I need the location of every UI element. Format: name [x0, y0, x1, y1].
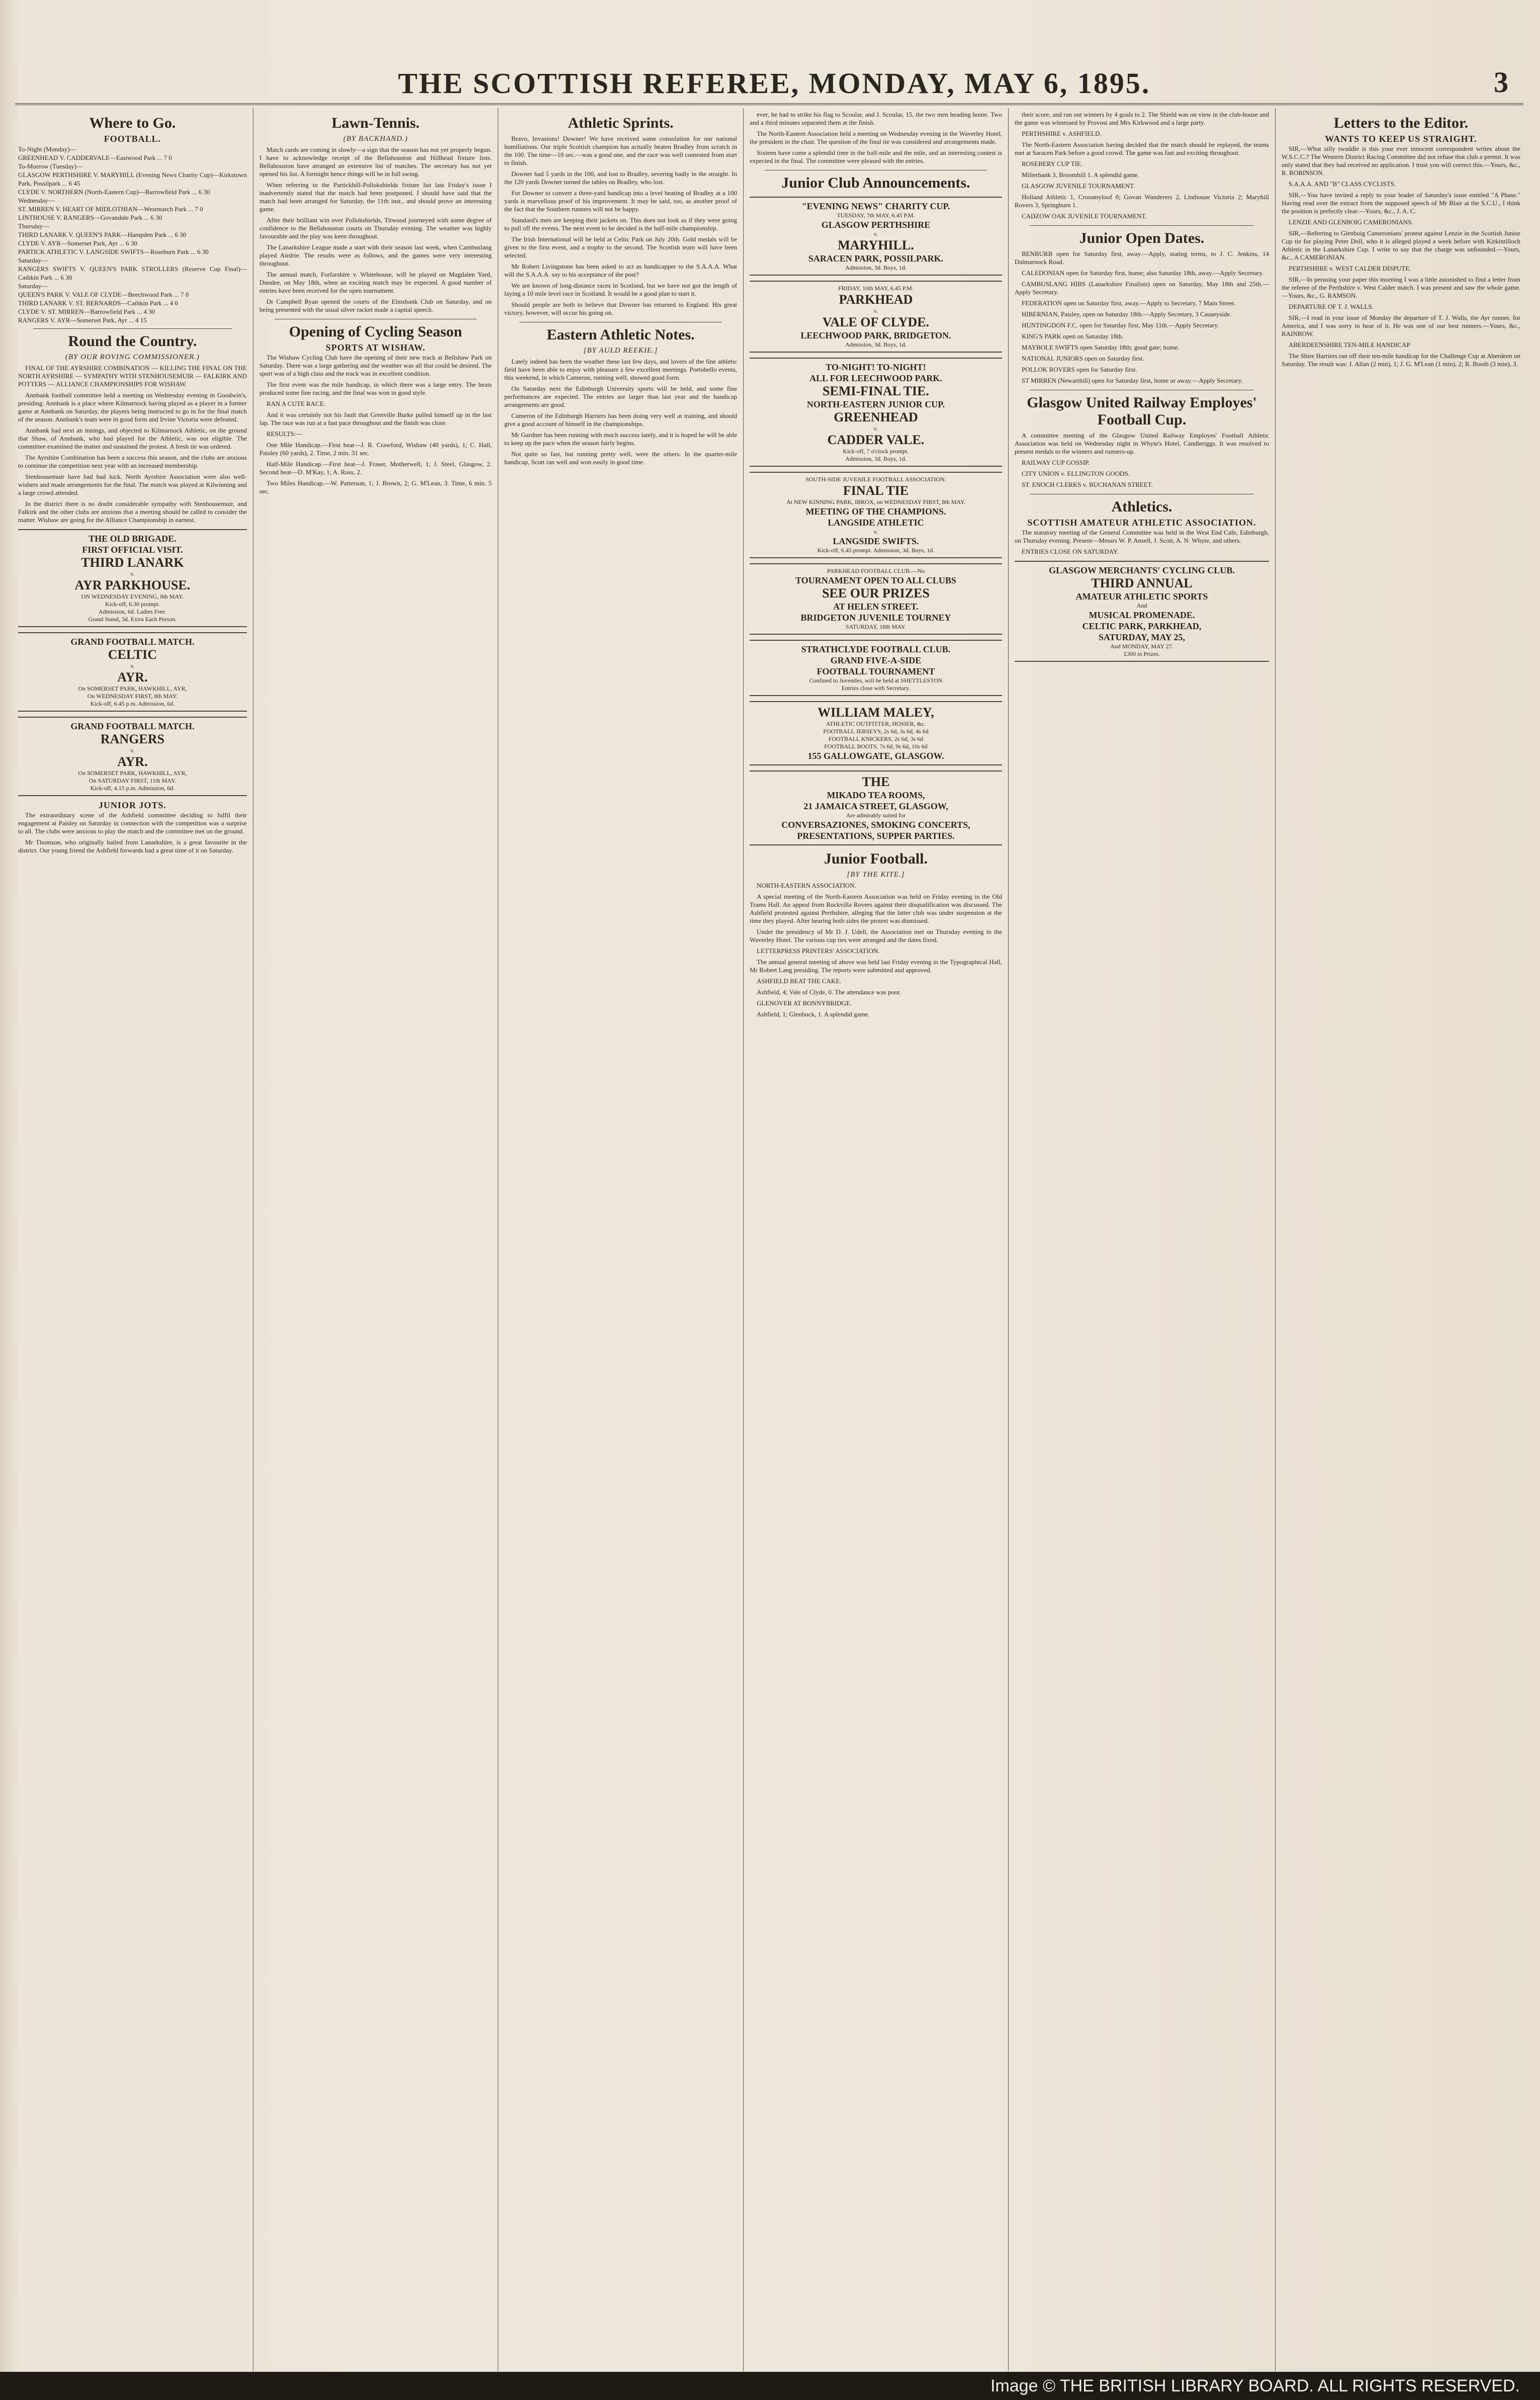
advert-leechwood	[750, 358, 1002, 467]
fixture-line: LINTHOUSE V. RANGERS—Govandale Park ... 6 30	[18, 214, 162, 221]
paragraph: RAILWAY CUP GOSSIP.	[1022, 459, 1090, 466]
football-section-title: FOOTBALL.	[104, 134, 161, 144]
advert-line: BRIDGETON JUVENILE TOURNEY	[800, 613, 951, 623]
advert-line: v.	[873, 307, 878, 314]
advert-line: Kick-off, 7 o'clock prompt.	[843, 448, 909, 455]
paragraph: HUNTINGDON F.C. open for Saturday first, May 11th.—Apply Secretary.	[1022, 321, 1219, 329]
advert-line: On SOMERSET PARK, HAWKHILL, AYR,	[78, 685, 187, 692]
advert-line: TUESDAY, 7th MAY, 6.45 P.M.	[837, 212, 915, 219]
paragraph: NATIONAL JUNIORS open on Saturday first.	[1022, 355, 1144, 362]
paragraph: Two Miles Handicap.—W. Patterson, 1; J. Brown, 2; G. M'Lean, 3. Time, 6 min. 5 sec.	[259, 479, 492, 495]
advert-line: MARYHILL.	[838, 238, 914, 252]
article-body	[750, 111, 1002, 165]
advert-line: RANGERS	[100, 732, 165, 746]
article-body	[1015, 529, 1269, 556]
athletics-heading: Athletics.	[1111, 498, 1172, 515]
byline: (BY OUR ROVING COMMISSIONER.)	[65, 353, 200, 361]
paragraph: Cameron of the Edinburgh Harriers has been doing very well at training, and should give a good account of himself in the championships.	[504, 412, 737, 427]
paragraph: PERTHSHIRE v. WEST CALDER DISPUTE.	[1289, 265, 1411, 272]
junior-jots-heading: JUNIOR JOTS.	[98, 800, 167, 810]
advert-line: v.	[130, 570, 135, 577]
paragraph: CALEDONIAN open for Saturday first, home; also Saturday 18th, away.—Apply Secretary.	[1022, 269, 1264, 277]
advert-line: SARACEN PARK, POSSILPARK.	[808, 253, 944, 264]
masthead-title: THE SCOTTISH REFEREE, MONDAY, MAY 6, 1895.	[398, 66, 1151, 100]
lawn-tennis-heading: Lawn-Tennis.	[331, 115, 420, 131]
paragraph: SIR,—I read in your issue of Monday the departure of T. J. Walls, the Ayr runner, for America, and I was sorry to hear of it. He was one of our best runners.—Yours, &c., RAINBOW.	[1282, 314, 1520, 337]
fixture-line: THIRD LANARK V. ST. BERNARDS—Cathkin Park ... 4 0	[18, 299, 178, 307]
paragraph: Dr Campbell Ryan opened the courts of the Elmsbank Club on Saturday, and on being presented with the usual silver racket made a capital speech.	[259, 298, 492, 313]
advert-line: £300 in Prizes.	[1124, 650, 1160, 657]
divider	[33, 328, 232, 329]
fixture-line: To-Night (Monday)—	[18, 145, 76, 153]
advert-line: Are admirably suited for	[846, 812, 906, 819]
advert-william-maley	[750, 701, 1002, 765]
paragraph: LENZIE AND GLENBOIG CAMERONIANS.	[1289, 218, 1413, 226]
paragraph: Match cards are coming in slowly—a sign that the season has not yet properly begun. I have to acknowledge receipt of the Bellahouston and Hillhead fixture lists. Bellahouston have arranged an extensive list of matches. The secretary has not yet opened his list. A fortnight hence things will be in full swing.	[259, 146, 492, 178]
advert-line: PARKHEAD FOOTBALL CLUB.—No	[827, 567, 925, 574]
advert-line: FRIDAY, 10th MAY, 6.45 P.M.	[838, 285, 914, 292]
divider	[1030, 225, 1254, 226]
column-rule	[1008, 108, 1009, 2371]
advert-line: ON WEDNESDAY EVENING, 8th MAY.	[81, 593, 184, 600]
paragraph: Should people are both to believe that Downer has returned to England. His great victory, however, will occur his going on.	[504, 301, 737, 316]
paragraph: Under the presidency of Mr D. J. Udell, the Association met on Thursday evening in the Waverley Hotel. The various cup ties were arranged and the dates fixed.	[750, 928, 1002, 944]
advert-line: SATURDAY, 18th MAY.	[845, 623, 907, 630]
article-body	[504, 135, 737, 317]
advert-line: 155 GALLOWGATE, GLASGOW.	[807, 751, 944, 761]
advert-line: SEMI-FINAL TIE.	[823, 384, 929, 398]
advert-line: v.	[873, 230, 878, 237]
advert-mikado	[750, 770, 1002, 845]
advert-line: LEECHWOOD PARK, BRIDGETON.	[800, 330, 951, 340]
cycling-season-heading: Opening of Cycling Season	[289, 323, 463, 340]
advert-line: GRAND FIVE-A-SIDE	[830, 655, 922, 665]
advert-line: And MONDAY, MAY 27.	[1110, 643, 1173, 650]
paragraph: When referring to the Partickhill-Pollokshields fixture list last Friday's issue I inadvertently stated that the match had been postponed. I should have said that the match had been arranged for Saturday, the 11th inst., and should prove an interesting game.	[259, 181, 492, 213]
subheading: SCOTTISH AMATEUR ATHLETIC ASSOCIATION.	[1027, 518, 1256, 528]
advert-line: v.	[873, 528, 878, 535]
advert-line: SEE OUR PRIZES	[822, 586, 930, 601]
paragraph: ASHFIELD BEAT THE CAKE.	[757, 977, 842, 985]
paragraph: MAYBOLE SWIFTS open Saturday 18th; good gate; home.	[1022, 344, 1180, 351]
column-3	[504, 111, 737, 2364]
article-body	[750, 882, 1002, 1018]
advert-line: Grand Stand, 3d. Extra Each Person.	[88, 616, 177, 623]
advert-line: LANGSIDE SWIFTS.	[833, 536, 919, 546]
advert-line: On SATURDAY FIRST, 11th MAY.	[88, 777, 176, 784]
fixture-line: Saturday—	[18, 256, 48, 264]
paragraph: The Shire Harriers ran off their ten-mile handicap for the Challenge Cup at Aberdeen on Saturday. The result was: J. Allan (2 min), 1; J. G. M'Lean (1 min), 2; R. Booth (3 min), 3.	[1282, 352, 1520, 368]
column-6	[1282, 111, 1520, 2364]
paragraph: SIR,—What silly twaddle is this your ever innocent correspondent writes about the W.S.C.C.? The Western District Racing Committee did not refuse that club a permit. It was only stated that they had received no application. I trust you will correct this.—Yours, &c., R. ROBINSON.	[1282, 145, 1520, 177]
paragraph: The North-Eastern Association held a meeting on Wednesday evening in the Waverley Hotel, the president in the chair. The question of the final tie was considered and arrangements made.	[750, 130, 1002, 145]
paragraph: ST. ENOCH CLERKS v. BUCHANAN STREET.	[1022, 481, 1153, 488]
byline: [BY THE KITE.]	[847, 871, 905, 879]
advert-line: On WEDNESDAY FIRST, 8th MAY.	[87, 693, 178, 700]
advert-line: ATHLETIC OUTFITTER, HOSIER, &c.	[826, 720, 926, 727]
paragraph: HIBERNIAN, Paisley, open on Saturday 18th.—Apply Secretary, 3 Causeyside.	[1022, 310, 1232, 318]
advert-line: THE OLD BRIGADE.	[88, 534, 176, 544]
paragraph: Ashfield, 1; Glenbuck, 1. A splendid game.	[757, 1010, 870, 1018]
advert-line: WILLIAM MALEY,	[818, 705, 934, 720]
junior-club-heading: Junior Club Announcements.	[781, 175, 970, 191]
paragraph: Mr Thomson, who originally hailed from Lanarkshire, is a great favourite in the district. Our young friend the Ashfield forwards had a great time of it on Saturday.	[18, 838, 247, 854]
advert-line: And	[1136, 602, 1147, 609]
advert-line: FOOTBALL KNICKERS, 2s 6d, 3s 6d	[828, 735, 924, 742]
fixture-line: CLYDE V. ST. MIRREN—Barrowfield Park ... 4 30	[18, 308, 155, 315]
advert-celtic-ayr	[18, 632, 247, 712]
advert-line: Admission, 3d. Boys, 1d.	[845, 264, 907, 271]
paragraph: A committee meeting of the Glasgow United Railway Employes' Football Athletic Association was held on Wednesday night in Whyte's Hotel, Candleriggs. It was resolved to present medals to the winners and runners-up.	[1015, 432, 1269, 455]
byline: (BY BACKHAND.)	[343, 135, 408, 143]
advert-line: Admission, 6d. Ladies Free.	[98, 608, 167, 615]
advert-line: PRESENTATIONS, SUPPER PARTIES.	[797, 831, 955, 841]
paragraph: KING'S PARK open on Saturday 18th.	[1022, 332, 1124, 340]
advert-line: THE	[862, 775, 890, 789]
paragraph: Standard's men are keeping their jackets on. This does not look as if they were going to pull off the events. The next event to be decided is the half-mile championship.	[504, 216, 737, 232]
column-2	[259, 111, 492, 2364]
masthead	[30, 65, 1518, 101]
paragraph: Millerbank 3, Broomhill 1. A splendid game.	[1022, 171, 1139, 179]
advert-line: Kick-off, 4.15 p.m. Admission, 6d.	[90, 785, 175, 792]
column-rule	[1275, 108, 1276, 2371]
advert-line: Entries close with Secretary.	[841, 684, 911, 692]
paragraph: their score, and ran out winners by 4 goals to 2. The Shield was on view in the club-house and the game was witnessed by Provost and Mrs Kirkwood and a large party.	[1015, 111, 1269, 126]
column-1	[18, 111, 247, 2364]
paragraph: FEDERATION open on Saturday first, away.—Apply to Secretary, 7 Main Street.	[1022, 299, 1236, 307]
paragraph: NORTH-EASTERN ASSOCIATION.	[757, 882, 856, 889]
advert-line: GLASGOW MERCHANTS' CYCLING CLUB.	[1049, 565, 1235, 575]
paragraph: POLLOK ROVERS open for Saturday first.	[1022, 366, 1137, 373]
paragraph: One Mile Handicap.—First heat—J. R. Crawford, Wishaw (40 yards), 1; C. Hall, Paisley (60 yards), 2. Time, 2 min. 31 sec.	[259, 441, 492, 457]
paragraph: GLENOVER AT BONNYBRIDGE.	[757, 999, 852, 1007]
article-body	[1015, 250, 1269, 385]
advert-line: GRAND FOOTBALL MATCH.	[70, 721, 195, 731]
advert-line: FOOTBALL TOURNAMENT	[817, 666, 935, 676]
paragraph: For Downer to convert a three-yard handicap into a level beating of Bradley at a 100 yards is marvellous proof of his improvement. It may be said, too, as another proof of the fact that the Southern runners will not be happy.	[504, 189, 737, 213]
fixture-line: THIRD LANARK V. QUEEN'S PARK—Hampden Park ... 6 30	[18, 231, 187, 238]
advert-line: CELTIC	[108, 647, 157, 662]
page-number: 3	[1494, 66, 1508, 99]
advert-line: PARKHEAD	[839, 292, 913, 307]
paragraph: Bravo, Invasions! Downer! We have received some consolation for our national humiliations. Our triple Scottish champion has actually beaten Bradley from scratch in the 100. The time—10 sec.—was a good one, and the race was well contested from start to finish.	[504, 135, 737, 166]
paragraph: CAMBUSLANG HIBS (Lanarkshire Finalists) open on Saturday, May 18th and 25th.—Apply Secretary.	[1015, 280, 1269, 296]
advert-line: CADDER VALE.	[827, 433, 925, 447]
paragraph: ENTRIES CLOSE ON SATURDAY.	[1022, 548, 1119, 555]
advert-line: ALL FOR LEECHWOOD PARK.	[809, 373, 942, 383]
where-to-go-heading: Where to Go.	[89, 115, 176, 131]
advert-line: TOURNAMENT OPEN TO ALL CLUBS	[795, 575, 956, 585]
subheading: WANTS TO KEEP US STRAIGHT.	[1325, 134, 1477, 144]
advert-line: FIRST OFFICIAL VISIT.	[82, 545, 183, 555]
advert-line: TO-NIGHT! TO-NIGHT!	[826, 362, 926, 372]
paragraph: Downer had 5 yards in the 100, and lost to Bradley, severing badly in the straight. In the 120 yards Downer turned the tables on Bradley, who lost.	[504, 170, 737, 186]
paragraph: SIR,—You have invited a reply to your leader of Saturday's issue entitled "A Phase." Having read over the extract from the supposed speech of Mr Blair at the S.C.U., I think the position is perfectly clear.—Yours, &c., J. A. C.	[1282, 191, 1520, 215]
subheading: SPORTS AT WISHAW.	[325, 342, 426, 353]
paragraph: ABERDEENSHIRE TEN-MILE HANDICAP	[1289, 341, 1410, 349]
paragraph: Holland Athletic 1, Crossmyloof 0; Govan Wanderers 2, Linthouse Victoria 2; Maryhill Rovers 3, Springburn 1.	[1015, 193, 1269, 209]
advert-line: At NEW KINNING PARK, IBROX, on WEDNESDAY FIRST, 8th MAY.	[786, 498, 966, 505]
advert-line: AMATEUR ATHLETIC SPORTS	[1075, 591, 1208, 602]
advert-line: SATURDAY, MAY 25,	[1098, 632, 1186, 642]
column-5	[1015, 111, 1269, 2364]
paragraph: Annbank had next an innings, and objected to Kilmarnock Athletic, on the ground that Shaw, of Annbank, who had played for the Athletic, was not eligible. The committee examined the matter and sustained the protest. A fresh tie was ordered.	[18, 426, 247, 450]
paragraph: We are known of long-distance races in Scotland, but we have not got the length of laying a 10 mile level race in Scotland. It would be a good plan to start it.	[504, 282, 737, 297]
advert-line: FOOTBALL JERSEYS, 2s 6d, 3s 6d, 4s 6d	[823, 728, 929, 735]
fixture-list	[18, 145, 247, 324]
paragraph: SIR,—Referring to Glenboig Cameronians' protest against Lenzie in the Scottish Junior Cup tie for playing Peter Doll, who it is alleged played a week before with Kirkintilloch Athletic in the Lanarkshire Cup. I write to say that the charge was unfounded.—Yours, &c., A CAMERONIAN.	[1282, 229, 1520, 261]
paragraph: ROSEBERY CUP TIE.	[1022, 160, 1083, 167]
junior-open-dates-heading: Junior Open Dates.	[1079, 230, 1205, 246]
fixture-line: To-Morrow (Tuesday)—	[18, 162, 83, 170]
advert-rangers-ayr	[18, 717, 247, 796]
advert-line: v.	[130, 747, 135, 754]
paragraph: RESULTS:—	[266, 430, 303, 438]
paragraph: GLASGOW JUVENILE TOURNAMENT.	[1022, 182, 1135, 190]
article-body	[18, 364, 247, 524]
paragraph: Not quite so fast, but running pretty well, were the others. In the quarter-mile handicap, Scott ran well and won easily in good time.	[504, 450, 737, 466]
advert-line: FOOTBALL BOOTS, 7s 6d, 9s 6d, 10s 6d	[824, 743, 928, 750]
fixture-line: PARTICK ATHLETIC V. LANGSIDE SWIFTS—Roseburn Park ... 6 30	[18, 248, 209, 255]
fixture-line: RANGERS V. AYR—Somerset Park, Ayr ... 4 15	[18, 316, 147, 324]
advert-old-brigade	[18, 529, 247, 627]
advert-line: VALE OF CLYDE.	[822, 315, 930, 329]
advert-line: GREENHEAD	[834, 410, 918, 424]
paragraph: The first event was the mile handicap, in which there was a large entry. The heats produced some fine racing, and the final was won in good style.	[259, 381, 492, 396]
letters-heading: Letters to the Editor.	[1333, 115, 1469, 131]
advert-strathclyde	[750, 640, 1002, 696]
junior-football-heading: Junior Football.	[824, 850, 928, 867]
advert-line: FINAL TIE	[843, 483, 909, 498]
article-body	[1282, 145, 1520, 368]
paragraph: The Irish International will be held at Celtic Park on July 20th. Gold medals will be given to the first event, and a trophy to the second. The Scottish team will have been selected.	[504, 235, 737, 259]
fixture-line: GLASGOW PERTHSHIRE V. MARYHILL (Evening News Charity Cup)—Kirkstown Park, Possilpark ... 6 45	[18, 171, 247, 187]
advert-line: NORTH-EASTERN JUNIOR CUP.	[806, 399, 945, 409]
paragraph: The extraordinary scene of the Ashfield committee deciding to fulfil their engagement at Paisley on Saturday in connection with the competition was a surprise to all. The clubs were anxious to play the match and the committee met on the ground.	[18, 811, 247, 835]
paragraph: FINAL OF THE AYRSHIRE COMBINATION — KILLING THE FINAL ON THE NORTH AYRSHIRE — SYMPATHY WITH STENHOUSEMUIR — FALKIRK AND POTTERS — ALLIANCE CHAMPIONSHIPS FOR WISHAW.	[18, 364, 247, 388]
paragraph: The Lanarkshire League made a start with their season last week, when Cambuslang played Airdrie. The results were as follows, and the games were very interesting throughout.	[259, 243, 492, 267]
paragraph: S.A.A.A. AND "B" CLASS CYCLISTS.	[1289, 180, 1396, 188]
paragraph: LETTERPRESS PRINTERS' ASSOCIATION.	[757, 947, 880, 955]
fixture-line: CLYDE V. AYR—Somerset Park, Ayr ... 6 30	[18, 239, 138, 247]
round-the-country-heading: Round the Country.	[68, 333, 197, 350]
paragraph: Stenhousemuir have had bad luck. North Ayrshire Association were also well-wishers and made arrangements for the final. The match was played at Kilwinning and a large crowd attended.	[18, 473, 247, 496]
paragraph: CITY UNION v. ELLINGTON GOODS.	[1022, 470, 1130, 477]
advert-line: v.	[873, 425, 878, 432]
advert-line: AYR.	[117, 670, 148, 684]
paragraph: A special meeting of the North-Eastern Association was held on Friday evening in the Old Trams Hall. An appeal from Rockvilla Rovers against their disqualification was discussed. The Ashfield protested against Perthshire, alleging that the latter club was under suspension at the time they played. After hearing both sides the protest was dismissed.	[750, 893, 1002, 924]
article-body	[18, 811, 247, 854]
paragraph: Sixteen have come a splendid time in the half-mile and the mile, and an interesting contest is expected in the final. The committee were pleased with the entries.	[750, 149, 1002, 164]
paragraph: The annual match, Forfarshire v. Whitehouse, will be played on Magdalen Yard, Dundee, on May 18th, when an exciting match may be expected. A good number of entries have been received for the open tournament.	[259, 271, 492, 294]
advert-line: Admission, 3d. Boys, 1d.	[845, 341, 907, 348]
advert-line: CELTIC PARK, PARKHEAD,	[1082, 621, 1202, 631]
advert-line: On SOMERSET PARK, HAWKHILL, AYR,	[78, 769, 187, 777]
advert-line: Kick-off, 6.45 p.m. Admission, 6d.	[90, 700, 175, 707]
advert-line: GRAND FOOTBALL MATCH.	[70, 637, 195, 647]
fixture-line: QUEEN'S PARK V. VALE OF CLYDE—Beechwood Park ... 7 0	[18, 291, 189, 298]
paragraph: After their brilliant win over Pollokshields, Titwood journeyed with some degree of confidence to the Bellahouston courts on Thursday evening. The weather was highly favourable and the play was keen throughout.	[259, 216, 492, 240]
article-body	[1015, 432, 1269, 489]
advert-line: 21 JAMAICA STREET, GLASGOW,	[803, 801, 948, 811]
advert-line: v.	[130, 662, 135, 669]
paragraph: On Saturday next the Edinburgh University sports will be held, and some fine performances are expected. The entries are larger than last year and the handicap arrangements are good.	[504, 385, 737, 408]
advert-line: THIRD ANNUAL	[1091, 576, 1193, 590]
advert-line: "EVENING NEWS" CHARITY CUP.	[801, 201, 950, 211]
advert-line: MIKADO TEA ROOMS,	[827, 790, 925, 800]
article-body	[259, 354, 492, 495]
advert-line: MUSICAL PROMENADE.	[1089, 610, 1195, 620]
fixture-line: RANGERS SWIFTS V. QUEEN'S PARK STROLLERS (Reserve Cup Final)—Cathkin Park ... 6 30	[18, 265, 247, 281]
article-body	[1015, 111, 1269, 220]
paragraph: Lately indeed has been the weather these last few days, and lovers of the fine athletic field have been able to enjoy with pleasure a few excellent meetings. Portobello events, this weekend, in which Cameron, running well, showed good form.	[504, 358, 737, 381]
fixture-line: GREENHEAD V. CADDERVALE—Eastwood Park ... 7 0	[18, 154, 172, 161]
byline: [BY AULD REEKIE.]	[583, 347, 658, 355]
athletic-sprints-heading: Athletic Sprints.	[568, 115, 674, 131]
paragraph: And it was certainly not his fault that Grenville Burke pulled himself up in the last lap. The race was run at a fast pace throughout and the finish was close.	[259, 411, 492, 426]
railway-cup-heading: Glasgow United Railway Employes' Football Cup.	[1027, 394, 1257, 428]
advert-line: AT HELEN STREET.	[833, 602, 919, 612]
advert-line: Kick-off, 6.30 prompt.	[105, 601, 160, 608]
eastern-athletic-heading: Eastern Athletic Notes.	[547, 326, 695, 343]
paragraph: ever, he had to strike his flag to Scoular, and J. Scoular, 15, the two men heading home. Two and a third minutes separated them at the finish.	[750, 111, 1002, 126]
paragraph: PERTHSHIRE v. ASHFIELD.	[1022, 130, 1102, 137]
article-body	[259, 146, 492, 314]
paragraph: The statutory meeting of the General Committee was held in the West End Cafe, Edinburgh, on Thursday evening. Present—Messrs W. P. Ansell, J. Scott, A. N. Whyte, and others.	[1015, 529, 1269, 544]
paragraph: BENBURB open for Saturday first, away.—Apply, stating terms, to J. C. Jenkins, 14 Dalmarnock Road.	[1015, 250, 1269, 266]
paragraph: SIR,—In perusing your paper this morning I was a little astonished to find a letter from the referee of the Perthshire v. West Calder match. I was present and saw the whole game.—Yours, &c., G. RAMSON.	[1282, 276, 1520, 299]
advert-line: Kick-off, 6.45 prompt. Admission, 3d. Boys, 1d.	[817, 547, 935, 554]
paragraph: The North-Eastern Association having decided that the match should be replayed, the teams met at Saracen Park before a good crowd. The game was fast and exciting throughout.	[1015, 141, 1269, 156]
paragraph: The annual general meeting of above was held last Friday evening in the Typographical Hall, Mr Robert Lang presiding. The reports were submitted and approved.	[750, 958, 1002, 974]
advert-charity-cup	[750, 197, 1002, 276]
fixture-line: ST. MIRREN V. HEART OF MIDLOTHIAN—Westmarch Park ... 7 0	[18, 205, 203, 213]
advert-parkhead-tournament	[750, 563, 1002, 635]
advert-line: SOUTH-SIDE JUVENILE FOOTBALL ASSOCIATION.	[805, 476, 946, 483]
advert-south-side	[750, 472, 1002, 558]
advert-line: THIRD LANARK	[81, 555, 184, 570]
paragraph: Mr Robert Livingstone has been asked to act as handicapper to the S.A.A.A. What will the S.A.A.A. say to his acceptance of the post?	[504, 263, 737, 278]
advert-merchants-cycling	[1015, 561, 1269, 662]
fixture-line: CLYDE V. NORTHERN (North-Eastern Cup)—Barrowfield Park ... 6 30	[18, 188, 210, 196]
advert-line: GLASGOW PERTHSHIRE	[821, 220, 931, 230]
advert-line: MEETING OF THE CHAMPIONS.	[805, 506, 946, 517]
paragraph: The Ayrshire Combination has been a success this season, and the clubs are anxious to continue the competition next year with an increased membership.	[18, 454, 247, 469]
advert-line: STRATHCLYDE FOOTBALL CLUB.	[801, 644, 951, 654]
paragraph: Annbank football committee held a meeting on Wednesday evening in Goodwin's, presiding. Annbank is a place where Kilmarnock having played as a player in a former game at Annbank on Saturday, the players being instructed to go in for the final match of the season. Annbank's team were in good form and Irvine Victoria were defeated.	[18, 391, 247, 423]
paragraph: Ashfield, 4; Vale of Clyde, 0. The attendance was poor.	[757, 988, 901, 996]
paragraph: The Wishaw Cycling Club have the opening of their new track at Bellshaw Park on Saturday. There was a large gathering and the weather was all that could be desired. The sport was of a high class and the track was in excellent condition.	[259, 354, 492, 377]
paragraph: Half-Mile Handicap.—First heat—J. Fraser, Motherwell, 1; J. Steel, Glasgow, 2. Second heat—D. M'Kay, 1; A. Ross, 2.	[259, 460, 492, 476]
fixture-line: Saturday—	[18, 282, 48, 290]
fixture-line: Wednesday—	[18, 197, 55, 204]
paragraph: RAN A CUTE RACE.	[266, 400, 326, 407]
paragraph: Mr Gardner has been running with much success lately, and it is hoped he will be able to keep up the pace when the season fairly begins.	[504, 431, 737, 447]
fixture-line: Thursday—	[18, 222, 50, 230]
advert-line: AYR.	[117, 754, 148, 769]
masthead-rule	[15, 103, 1523, 105]
column-rule	[743, 108, 744, 2371]
copyright-footer: Image © THE BRITISH LIBRARY BOARD. ALL RIGHTS RESERVED.	[0, 2372, 1540, 2400]
paragraph: ST MIRREN (Newarthill) open for Saturday first, home or away.—Apply Secretary.	[1022, 377, 1243, 384]
paragraph: DEPARTURE OF T. J. WALLS.	[1289, 303, 1374, 310]
article-body	[504, 358, 737, 466]
paragraph: CADZOW OAK JUVENILE TOURNAMENT.	[1022, 212, 1147, 220]
advert-line: LANGSIDE ATHLETIC	[828, 518, 924, 528]
advert-line: CONVERSAZIONES, SMOKING CONCERTS,	[781, 820, 970, 830]
advert-line: Confined to Juveniles, will be held at SHETTLESTON	[809, 677, 943, 684]
column-4	[750, 111, 1002, 2364]
advert-line: AYR PARKHOUSE.	[74, 578, 191, 592]
advert-parkhead	[750, 281, 1002, 353]
paragraph: In the district there is no doubt considerable sympathy with Stenhousemuir, and Falkirk and the other clubs are anxious that a meeting should be called to consider the matter. Wishaw are going for the Alliance Championship in earnest.	[18, 500, 247, 524]
advert-line: Admission, 3d. Boys, 1d.	[845, 455, 907, 462]
